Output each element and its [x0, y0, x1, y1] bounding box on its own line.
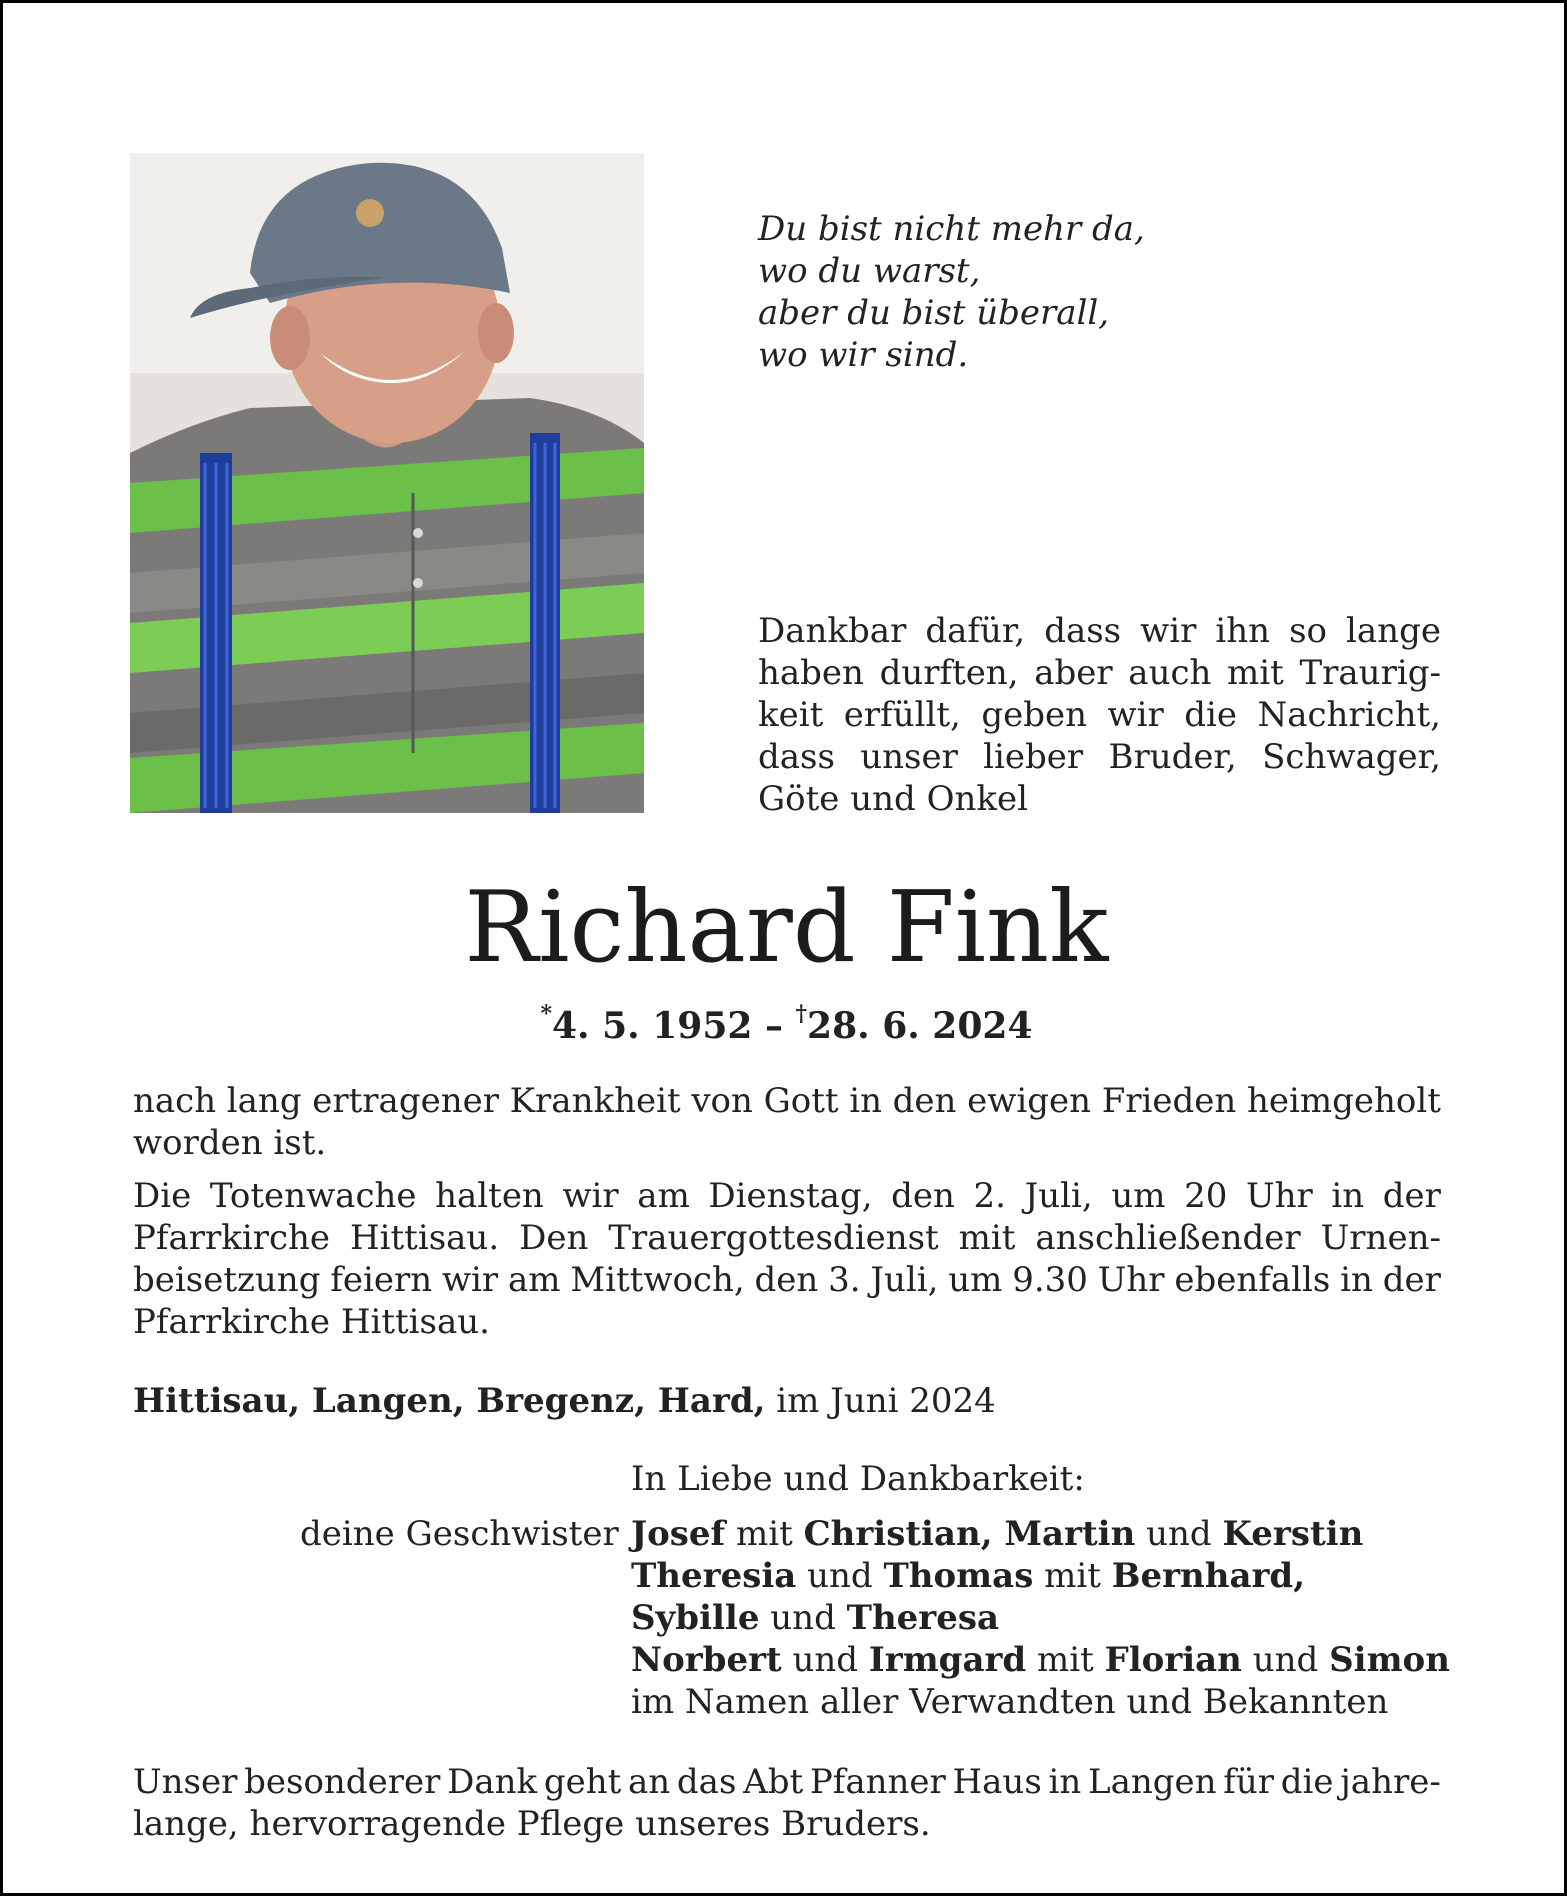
word: ihn	[1215, 611, 1271, 651]
word: den	[891, 1176, 955, 1216]
word: heimgeholt	[1246, 1081, 1441, 1121]
word: um	[948, 1260, 1003, 1300]
portrait-image	[130, 153, 644, 813]
word: 3.	[828, 1260, 861, 1300]
word: unser	[860, 737, 958, 777]
word: so	[1289, 611, 1328, 651]
word: Pfarrkirche	[133, 1218, 331, 1258]
word: Haus	[952, 1762, 1042, 1802]
word: Den	[519, 1218, 589, 1258]
mourner-name: Christian, Martin	[803, 1514, 1136, 1554]
word: den	[754, 1260, 819, 1300]
word: von	[691, 1081, 753, 1121]
word: lieber	[983, 737, 1084, 777]
word: wir	[562, 1176, 619, 1216]
intro-line	[758, 610, 1441, 652]
gratitude-paragraph	[133, 1761, 1441, 1845]
mourner-name: Theresa	[846, 1598, 1000, 1638]
word: jahre-	[1340, 1762, 1441, 1802]
word: wir	[441, 1260, 499, 1300]
word: halten	[435, 1176, 544, 1216]
date-separator: –	[752, 1005, 796, 1047]
word: lange	[1346, 611, 1441, 651]
word: Langen	[1088, 1762, 1217, 1802]
word: Traurig-	[1299, 653, 1441, 693]
mourner-line	[631, 1513, 1450, 1555]
word: Unser	[133, 1762, 238, 1802]
poem-line: wo wir sind.	[758, 335, 969, 375]
word: erfüllt,	[843, 695, 961, 735]
mourner-name: Irmgard	[868, 1640, 1027, 1680]
poem-line: wo du warst,	[758, 251, 981, 291]
poem-line: Du bist nicht mehr da,	[758, 209, 1145, 249]
month-date: im Juni 2024	[765, 1381, 996, 1421]
deceased-name: Richard Fink	[464, 871, 1109, 985]
mourner-name: Sybille	[631, 1598, 760, 1638]
word: Juli,	[1024, 1176, 1093, 1216]
life-dates	[3, 998, 1567, 1046]
death-date: 28. 6. 2024	[807, 1005, 1033, 1047]
word: Frieden	[1101, 1081, 1237, 1121]
word: Uhr	[1097, 1260, 1165, 1300]
word: beisetzung	[133, 1260, 321, 1300]
word: 20	[1184, 1176, 1228, 1216]
connector-text: mit	[1033, 1556, 1112, 1596]
intro-line	[758, 736, 1441, 778]
word: wir	[1140, 611, 1197, 651]
word: Krankheit	[509, 1081, 681, 1121]
word: Nachricht,	[1257, 695, 1441, 735]
word: Dienstag,	[708, 1176, 873, 1216]
word: den	[892, 1081, 957, 1121]
word: Dank	[447, 1762, 538, 1802]
word: in	[849, 1081, 882, 1121]
intro-line: Göte und Onkel	[758, 779, 1028, 819]
connector-text: und	[796, 1556, 884, 1596]
word: am	[508, 1260, 561, 1300]
intro-text	[758, 610, 1441, 820]
mourners-intro: In Liebe und Dankbarkeit:	[631, 1459, 1085, 1499]
mourner-name: Norbert	[631, 1640, 782, 1680]
word: in	[1340, 1260, 1373, 1300]
paragraph-line	[133, 1761, 1441, 1803]
word: Totenwache	[209, 1176, 417, 1216]
word: Gott	[763, 1081, 839, 1121]
mourner-line	[631, 1555, 1450, 1597]
word: keit	[758, 695, 824, 735]
word: für	[1223, 1762, 1275, 1802]
word: wir	[1107, 695, 1164, 735]
paragraph-line	[133, 1259, 1441, 1301]
paragraph-line: worden ist.	[133, 1123, 327, 1163]
word: das	[676, 1762, 737, 1802]
word: Trauergottesdienst	[608, 1218, 939, 1258]
word: aber	[1034, 653, 1113, 693]
paragraph-line: Pfarrkirche Hittisau.	[133, 1302, 490, 1342]
connector-text: im Namen aller Verwandten und Bekannten	[631, 1682, 1389, 1722]
portrait-photo	[130, 153, 644, 813]
mourner-line	[631, 1597, 1450, 1639]
poem	[758, 208, 1318, 376]
intro-line	[758, 694, 1441, 736]
word: nach	[133, 1081, 217, 1121]
death-symbol: †	[795, 1001, 808, 1027]
word: der	[1382, 1260, 1441, 1300]
mourner-line	[631, 1681, 1450, 1723]
word: Juli,	[870, 1260, 939, 1300]
connector-text: mit	[1026, 1640, 1105, 1680]
word: ebenfalls	[1174, 1260, 1331, 1300]
word: dafür,	[925, 611, 1026, 651]
birth-date: 4. 5. 1952	[552, 1005, 753, 1047]
connector-text: und	[781, 1640, 869, 1680]
word: in	[1331, 1176, 1365, 1216]
connector-text: und	[1241, 1640, 1330, 1680]
word: Schwager,	[1262, 737, 1441, 777]
places: Hittisau, Langen, Bregenz, Hard,	[133, 1381, 766, 1421]
connector-text: und	[1135, 1514, 1223, 1554]
poem-line: aber du bist überall,	[758, 293, 1110, 333]
word: geben	[981, 695, 1087, 735]
mourner-name: Josef	[631, 1514, 726, 1554]
funeral-paragraph	[133, 1175, 1441, 1343]
word: ertragener	[312, 1081, 499, 1121]
word: mit	[958, 1218, 1016, 1258]
word: feiern	[330, 1260, 433, 1300]
mourners-list	[631, 1513, 1450, 1723]
connector-text: und	[759, 1598, 847, 1638]
word: Abt	[743, 1762, 804, 1802]
word: Bruder,	[1108, 737, 1237, 777]
mourner-line	[631, 1639, 1450, 1681]
place-and-date	[133, 1380, 996, 1422]
word: besonderer	[244, 1762, 441, 1802]
word: Die	[133, 1176, 192, 1216]
word: dass	[758, 737, 835, 777]
word: Uhr	[1245, 1176, 1313, 1216]
mourner-name: Theresia	[631, 1556, 797, 1596]
word: Hittisau.	[349, 1218, 500, 1258]
word: durften,	[879, 653, 1019, 693]
paragraph-line	[133, 1080, 1441, 1122]
intro-line	[758, 652, 1441, 694]
word: der	[1382, 1176, 1441, 1216]
word: an	[628, 1762, 671, 1802]
word: Pfanner	[809, 1762, 946, 1802]
mourner-name: Kerstin	[1222, 1514, 1364, 1554]
paragraph-line: lange, hervorragende Pflege unseres Bruders.	[133, 1804, 931, 1844]
word: geht	[543, 1762, 622, 1802]
word: lang	[226, 1081, 302, 1121]
word: dass	[1044, 611, 1122, 651]
mourner-name: Florian	[1104, 1640, 1242, 1680]
word: um	[1111, 1176, 1166, 1216]
word: mit	[1227, 653, 1284, 693]
word: haben	[758, 653, 864, 693]
birth-symbol: *	[540, 1001, 552, 1027]
word: 9.30	[1012, 1260, 1088, 1300]
word: anschließender	[1035, 1218, 1301, 1258]
word: in	[1048, 1762, 1082, 1802]
paragraph-line	[133, 1217, 1441, 1259]
word: Dankbar	[758, 611, 907, 651]
word: Urnen-	[1320, 1218, 1441, 1258]
word: auch	[1128, 653, 1212, 693]
announcement-paragraph	[133, 1080, 1441, 1164]
word: ewigen	[967, 1081, 1092, 1121]
word: 2.	[973, 1176, 1006, 1216]
word: die	[1280, 1762, 1334, 1802]
paragraph-line	[133, 1175, 1441, 1217]
mourner-name: Simon	[1329, 1640, 1450, 1680]
word: am	[637, 1176, 690, 1216]
siblings-label: deine Geschwister	[300, 1514, 619, 1554]
mourner-name: Bernhard,	[1111, 1556, 1306, 1596]
connector-text: mit	[725, 1514, 804, 1554]
word: die	[1184, 695, 1237, 735]
mourner-name: Thomas	[883, 1556, 1034, 1596]
word: Mittwoch,	[570, 1260, 745, 1300]
